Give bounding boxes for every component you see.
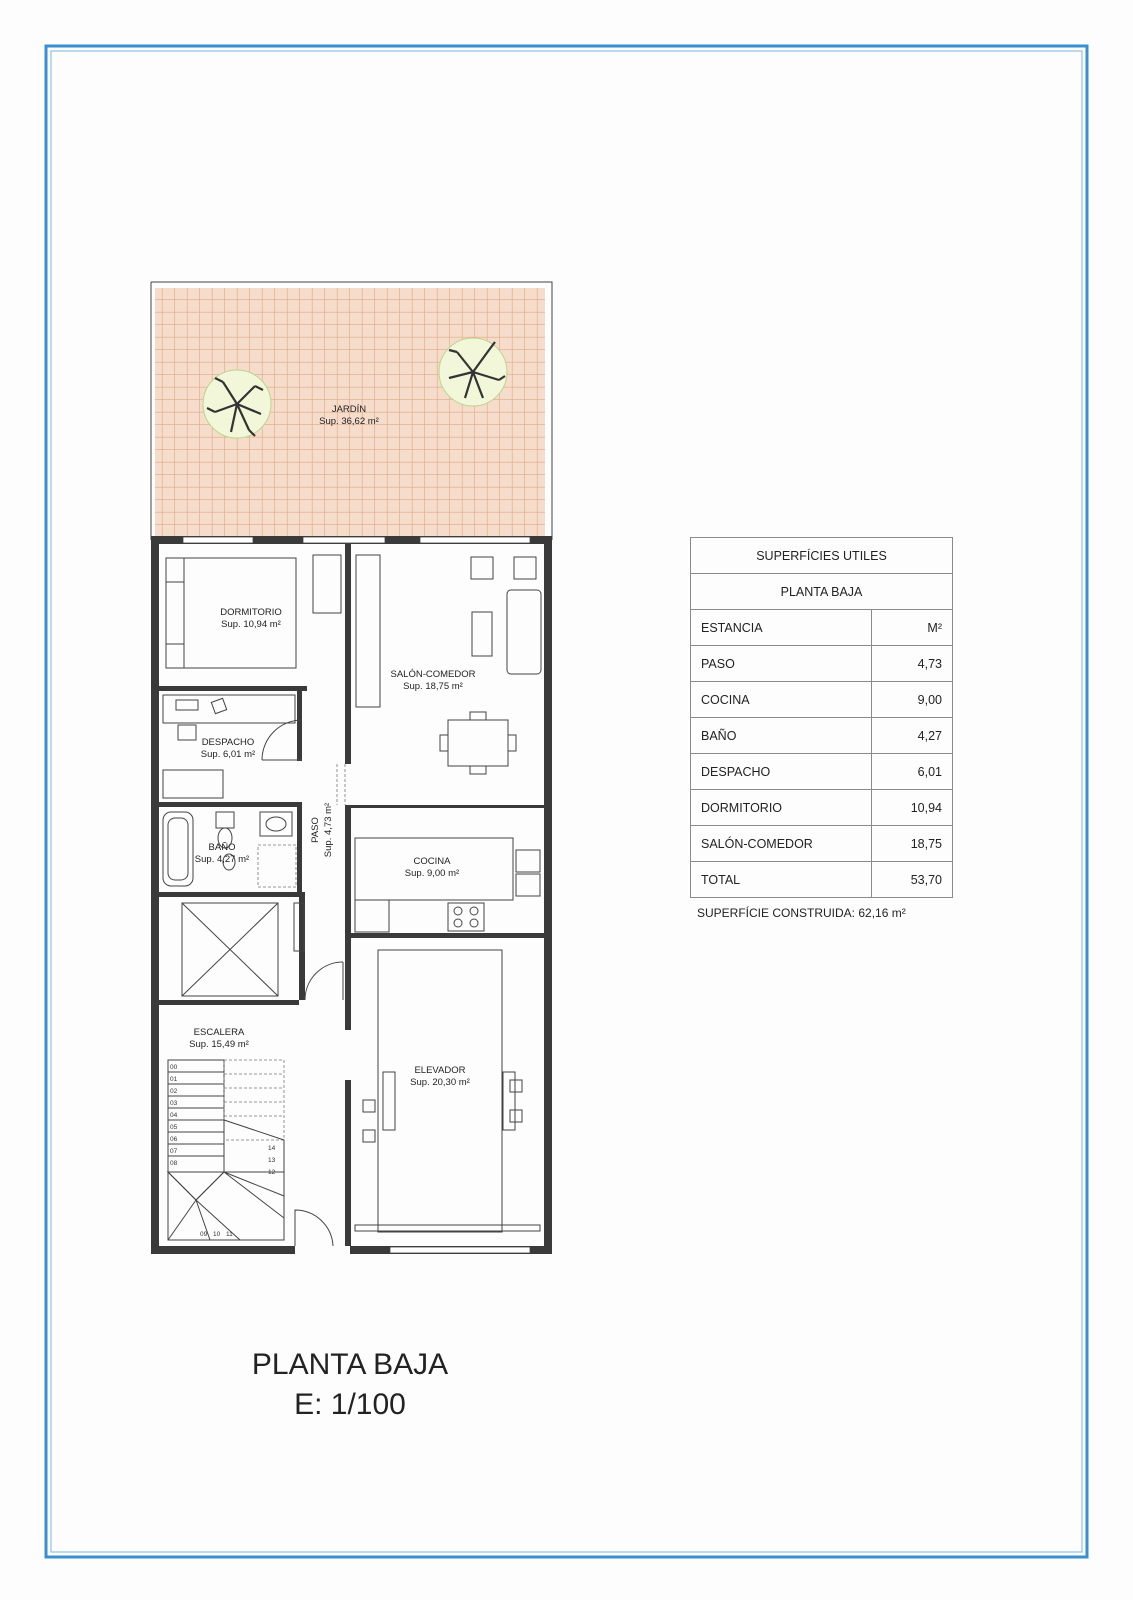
- column-header-unit: M²: [872, 610, 953, 646]
- bathroom: [163, 812, 296, 887]
- plan-title: [180, 1345, 520, 1425]
- row-value: 4,73: [872, 646, 953, 682]
- office: [163, 695, 302, 798]
- room-name-dormitorio: DORMITORIO: [220, 607, 282, 618]
- room-area-despacho: Sup. 6,01 m²: [200, 749, 256, 760]
- room-name-escalera: ESCALERA: [193, 1027, 245, 1038]
- column-header-room: ESTANCIA: [691, 610, 872, 646]
- bedroom: [166, 555, 341, 668]
- row-room: SALÓN-COMEDOR: [691, 826, 872, 862]
- stair-step-number: 09: [200, 1231, 208, 1238]
- usable-areas-table: [690, 537, 953, 898]
- stair-step-number: 10: [213, 1231, 221, 1238]
- stair-step-number: 08: [170, 1160, 178, 1167]
- room-name-salon: SALÓN-COMEDOR: [390, 669, 476, 680]
- living-dining-room: [356, 555, 541, 774]
- shaft: [182, 903, 278, 996]
- stair-step-number: 03: [170, 1100, 178, 1107]
- stair-step-labels-bottom: [200, 1231, 233, 1238]
- table-row: [691, 826, 953, 862]
- table-row-total: [691, 862, 953, 898]
- row-room: PASO: [691, 646, 872, 682]
- row-value: 6,01: [872, 754, 953, 790]
- stair-step-number: 01: [170, 1076, 178, 1083]
- row-room: BAÑO: [691, 718, 872, 754]
- stair-step-number: 14: [268, 1145, 276, 1152]
- row-value: 53,70: [872, 862, 953, 898]
- room-name-jardin: JARDÍN: [331, 404, 367, 415]
- table-row: [691, 646, 953, 682]
- stair-step-labels-left: [170, 1064, 178, 1167]
- garage-elevator: [355, 950, 540, 1232]
- stair-step-number: 07: [170, 1148, 178, 1155]
- table-subtitle: PLANTA BAJA: [691, 574, 953, 610]
- table-row: [691, 754, 953, 790]
- row-value: 18,75: [872, 826, 953, 862]
- room-area-escalera: Sup. 15,49 m²: [189, 1039, 249, 1050]
- table-row: [691, 718, 953, 754]
- stair-step-number: 04: [170, 1112, 178, 1119]
- room-area-elevador: Sup. 20,30 m²: [410, 1077, 470, 1088]
- row-room: DESPACHO: [691, 754, 872, 790]
- staircase: [168, 1027, 284, 1240]
- room-area-bano: Sup. 4,27 m²: [194, 854, 250, 865]
- kitchen: [355, 838, 540, 932]
- room-area-salon: Sup. 18,75 m²: [403, 681, 463, 692]
- row-value: 9,00: [872, 682, 953, 718]
- stair-step-number: 11: [226, 1231, 233, 1238]
- row-room: DORMITORIO: [691, 790, 872, 826]
- stair-step-number: 00: [170, 1064, 178, 1071]
- room-area-paso: Sup. 4,73 m²: [323, 802, 334, 858]
- room-name-elevador: ELEVADOR: [414, 1065, 466, 1076]
- tree-icon: [203, 370, 271, 438]
- stair-step-number: 13: [268, 1157, 276, 1164]
- stair-step-number: 02: [170, 1088, 178, 1095]
- row-room: TOTAL: [691, 862, 872, 898]
- row-value: 4,27: [872, 718, 953, 754]
- row-value: 10,94: [872, 790, 953, 826]
- plan-title-name: PLANTA BAJA: [251, 1348, 449, 1381]
- stair-step-number: 12: [268, 1169, 276, 1176]
- room-area-dormitorio: Sup. 10,94 m²: [221, 619, 281, 630]
- room-area-cocina: Sup. 9,00 m²: [404, 868, 460, 879]
- row-room: COCINA: [691, 682, 872, 718]
- room-name-cocina: COCINA: [413, 856, 451, 867]
- stair-step-number: 05: [170, 1124, 178, 1131]
- room-name-bano: BAÑO: [208, 842, 236, 853]
- tree-icon: [439, 338, 507, 406]
- room-area-jardin: Sup. 36,62 m²: [319, 416, 379, 427]
- room-name-despacho: DESPACHO: [201, 737, 255, 748]
- table-title: SUPERFÍCIES UTILES: [691, 538, 953, 574]
- built-area-note: SUPERFÍCIE CONSTRUIDA: 62,16 m²: [697, 906, 906, 920]
- room-name-paso: PASO: [310, 817, 321, 843]
- stair-step-labels-right: [268, 1145, 276, 1176]
- interior-walls: [159, 544, 544, 1246]
- garden: [151, 282, 552, 540]
- stair-step-number: 06: [170, 1136, 178, 1143]
- table-row: [691, 682, 953, 718]
- plan-title-scale: E: 1/100: [294, 1388, 406, 1421]
- table-row: [691, 790, 953, 826]
